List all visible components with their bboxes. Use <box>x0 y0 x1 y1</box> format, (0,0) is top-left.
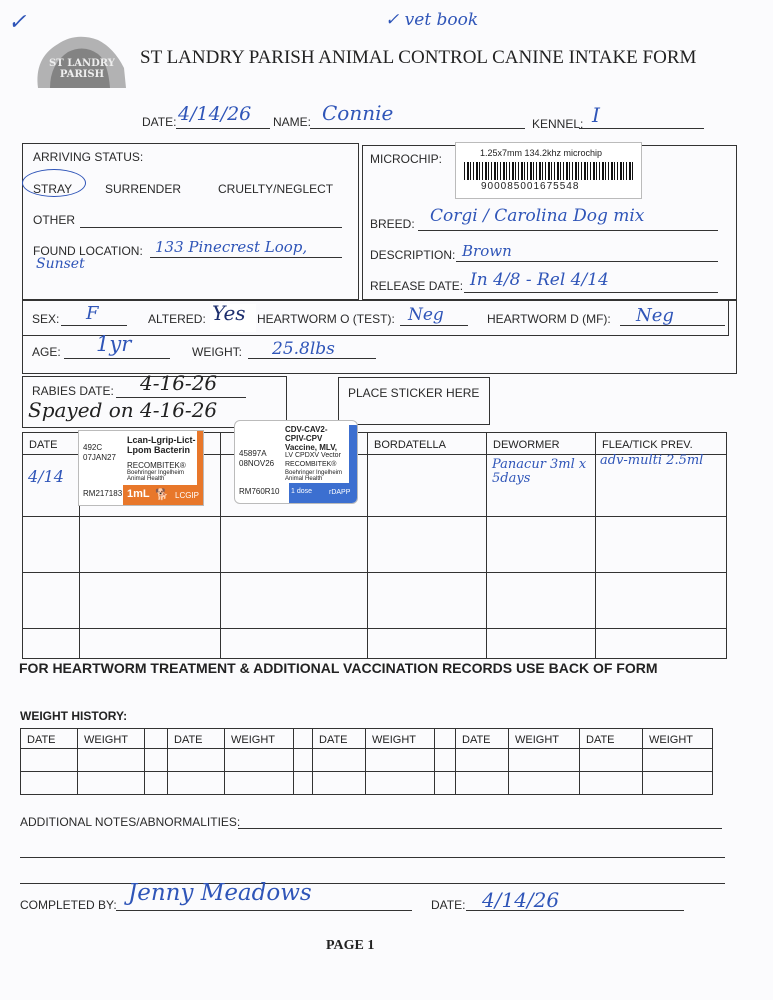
vacc-header-dewormer <box>487 433 596 455</box>
wh-cell[interactable] <box>313 772 366 795</box>
vacc-cell[interactable] <box>368 573 487 629</box>
heartworm-o-value[interactable]: Neg <box>408 305 444 325</box>
kennel-value[interactable]: I <box>592 103 600 127</box>
wh-header-weight <box>225 729 294 749</box>
wh-header-text: DATE <box>27 733 56 746</box>
wh-cell[interactable] <box>509 772 580 795</box>
rabies-date-label: RABIES DATE: <box>32 384 114 398</box>
wh-cell[interactable] <box>145 749 168 772</box>
vacc-row1-dewormer[interactable]: Panacur 3ml x 5days <box>492 457 587 486</box>
status-option-surrender[interactable]: SURRENDER <box>105 182 182 196</box>
description-value[interactable]: Brown <box>462 242 512 260</box>
lepto-sticker-maker: Boehringer Ingelheim Animal Health <box>127 470 185 482</box>
vacc-cell[interactable] <box>221 573 368 629</box>
wh-cell[interactable] <box>168 749 225 772</box>
lepto-sticker-dose: 1mL <box>127 488 150 500</box>
wh-cell[interactable] <box>435 749 456 772</box>
heartworm-o-line <box>400 325 468 326</box>
dapp-sticker-side-band <box>349 425 357 483</box>
breed-value[interactable]: Corgi / Carolina Dog mix <box>430 206 645 226</box>
vacc-header-dewormer-text: DEWORMER <box>493 438 560 451</box>
notes-line-2 <box>20 857 725 858</box>
vacc-cell[interactable] <box>23 629 80 659</box>
wh-header-date <box>580 729 643 749</box>
wh-header-text: WEIGHT <box>84 733 128 746</box>
vacc-cell[interactable] <box>221 629 368 659</box>
vacc-cell[interactable] <box>596 573 727 629</box>
vacc-row1-flea[interactable]: adv-multi 2.5ml <box>600 453 704 468</box>
wh-header-gap <box>145 729 168 749</box>
dapp-sticker-serial: RM760R10 <box>239 487 280 496</box>
parish-logo <box>28 28 138 92</box>
sex-value[interactable]: F <box>86 303 99 324</box>
lepto-sticker-line2: Lpom Bacterin <box>127 445 191 455</box>
place-sticker-label: PLACE STICKER HERE <box>348 386 480 400</box>
found-location-value-1[interactable]: 133 Pinecrest Loop, <box>155 238 308 256</box>
margin-check-mark: ✓ <box>8 10 27 35</box>
wh-header-weight <box>366 729 435 749</box>
heartworm-o-label: HEARTWORM O (TEST): <box>257 312 395 326</box>
vacc-cell[interactable] <box>487 573 596 629</box>
wh-header-gap <box>435 729 456 749</box>
vacc-cell[interactable] <box>368 517 487 573</box>
dapp-vaccine-sticker <box>234 420 358 504</box>
completed-by-label: COMPLETED BY: <box>20 898 117 912</box>
completed-by-line <box>116 910 412 911</box>
wh-header-gap <box>294 729 313 749</box>
vacc-cell[interactable] <box>23 573 80 629</box>
description-line <box>456 261 718 262</box>
wh-cell[interactable] <box>435 772 456 795</box>
dog-icon: 🐕 <box>155 489 169 501</box>
other-line <box>80 227 342 228</box>
breed-line <box>418 230 718 231</box>
vacc-header-flea <box>596 433 727 455</box>
wh-cell[interactable] <box>366 772 435 795</box>
dapp-sticker-exp: 08NOV26 <box>239 459 275 468</box>
heartworm-d-label: HEARTWORM D (MF): <box>487 312 611 326</box>
dapp-sticker-line3: Vaccine, MLV, <box>285 443 338 452</box>
dapp-sticker-dose: 1 dose <box>291 488 313 495</box>
wh-header-text: WEIGHT <box>515 733 559 746</box>
place-sticker-box <box>338 377 490 425</box>
found-location-line <box>150 257 342 258</box>
date-line <box>176 128 270 129</box>
age-value[interactable]: 1yr <box>96 332 132 356</box>
vet-book-note: ✓ vet book <box>385 10 479 30</box>
name-value[interactable]: Connie <box>322 101 394 125</box>
back-of-form-notice: FOR HEARTWORM TREATMENT & ADDITIONAL VACCINATION RECORDS USE BACK OF FORM <box>19 660 658 676</box>
wh-header-text: WEIGHT <box>231 733 275 746</box>
wh-cell[interactable] <box>643 772 713 795</box>
wh-header-date <box>313 729 366 749</box>
vacc-cell[interactable] <box>23 517 80 573</box>
wh-header-weight <box>509 729 580 749</box>
table-row <box>23 517 727 573</box>
spay-note[interactable]: Spayed on 4-16-26 <box>28 398 218 422</box>
microchip-label: MICROCHIP: <box>370 152 442 166</box>
lepto-sticker-exp: 07JAN27 <box>83 453 116 462</box>
completed-date-value[interactable]: 4/14/26 <box>482 888 560 912</box>
microchip-number: 900085001675548 <box>481 181 580 192</box>
vacc-header-date-text: DATE <box>29 438 58 451</box>
release-date-label: RELEASE DATE: <box>370 279 464 293</box>
microchip-sticker <box>455 142 642 199</box>
found-location-value-2[interactable]: Sunset <box>36 256 85 272</box>
wh-header-weight <box>78 729 145 749</box>
wh-header-text: DATE <box>174 733 203 746</box>
dapp-sticker-code: rDAPP <box>329 489 351 496</box>
vacc-header-bordatella-text: BORDATELLA <box>374 438 446 451</box>
wh-cell[interactable] <box>225 772 294 795</box>
weight-label: WEIGHT: <box>192 345 242 359</box>
altered-value[interactable]: Yes <box>212 301 246 325</box>
lepto-sticker-lot: 492C <box>83 443 103 452</box>
found-location-label: FOUND LOCATION: <box>33 244 143 258</box>
release-date-line <box>464 292 718 293</box>
dapp-sticker-line1: CDV-CAV2- <box>285 425 328 434</box>
vacc-cell[interactable] <box>487 517 596 573</box>
date-value[interactable]: 4/14/26 <box>178 103 252 125</box>
vacc-cell[interactable] <box>80 573 221 629</box>
wh-header-date <box>21 729 78 749</box>
age-line <box>64 358 170 359</box>
table-row <box>23 573 727 629</box>
kennel-line <box>579 128 704 129</box>
vacc-cell[interactable] <box>368 455 487 517</box>
vacc-row1-date[interactable]: 4/14 <box>28 467 64 486</box>
heartworm-d-value[interactable]: Neg <box>636 305 674 326</box>
lepto-vaccine-sticker <box>78 430 204 506</box>
wh-cell[interactable] <box>168 772 225 795</box>
page-number: PAGE 1 <box>326 938 375 953</box>
breed-label: BREED: <box>370 217 415 231</box>
weight-history-title: WEIGHT HISTORY: <box>20 709 128 723</box>
vacc-header-bordatella <box>368 433 487 455</box>
vacc-cell[interactable] <box>487 629 596 659</box>
vacc-header-flea-text: FLEA/TICK PREV. <box>602 438 693 451</box>
wh-header-weight <box>643 729 713 749</box>
vacc-cell[interactable] <box>596 517 727 573</box>
vacc-cell[interactable] <box>368 629 487 659</box>
wh-cell[interactable] <box>78 772 145 795</box>
vacc-cell[interactable] <box>221 517 368 573</box>
dapp-sticker-line4: LV CPDXV Vector <box>285 452 341 459</box>
wh-cell[interactable] <box>313 749 366 772</box>
wh-cell[interactable] <box>145 772 168 795</box>
description-label: DESCRIPTION: <box>370 248 456 262</box>
form-title: ST LANDRY PARISH ANIMAL CONTROL CANINE INTAKE FORM <box>140 47 697 68</box>
dapp-sticker-line2: CPIV-CPV <box>285 434 323 443</box>
microchip-sticker-text: 1.25x7mm 134.2khz microchip <box>480 148 603 158</box>
wh-cell[interactable] <box>78 749 145 772</box>
weight-value[interactable]: 25.8lbs <box>272 339 335 359</box>
wh-header-date <box>456 729 509 749</box>
wh-cell[interactable] <box>366 749 435 772</box>
lepto-sticker-serial: RM217183 <box>83 489 123 498</box>
lepto-sticker-line1: Lcan-Lgrip-Lict- <box>127 435 196 445</box>
release-date-value[interactable]: In 4/8 - Rel 4/14 <box>470 270 609 290</box>
altered-label: ALTERED: <box>148 312 206 326</box>
kennel-label: KENNEL: <box>532 117 584 131</box>
wh-cell[interactable] <box>456 749 509 772</box>
name-label: NAME: <box>273 115 312 129</box>
wh-cell[interactable] <box>580 772 643 795</box>
notes-label: ADDITIONAL NOTES/ABNORMALITIES: <box>20 815 241 829</box>
arriving-status-title: ARRIVING STATUS: <box>33 150 144 164</box>
age-label: AGE: <box>32 345 61 359</box>
wh-header-date <box>168 729 225 749</box>
wh-header-text: DATE <box>319 733 348 746</box>
vacc-cell[interactable] <box>80 517 221 573</box>
lepto-sticker-side-band <box>197 431 203 485</box>
vacc-header-date <box>23 433 80 455</box>
name-line <box>310 128 525 129</box>
table-row <box>23 629 727 659</box>
wh-cell[interactable] <box>643 749 713 772</box>
sex-line <box>61 325 127 326</box>
wh-cell[interactable] <box>294 749 313 772</box>
microchip-barcode <box>464 162 634 180</box>
date-label: DATE: <box>142 115 177 129</box>
wh-cell[interactable] <box>456 772 509 795</box>
vacc-cell[interactable] <box>596 629 727 659</box>
lepto-sticker-brand: RECOMBITEK® <box>127 461 186 470</box>
lepto-sticker-code: LCGIP <box>175 491 200 500</box>
vacc-cell[interactable] <box>80 629 221 659</box>
wh-cell[interactable] <box>21 749 78 772</box>
table-row <box>21 772 713 795</box>
wh-cell[interactable] <box>21 772 78 795</box>
wh-header-text: WEIGHT <box>372 733 416 746</box>
notes-line-1 <box>238 828 722 829</box>
dapp-sticker-maker: Boehringer Ingelheim Animal Health <box>285 470 343 482</box>
status-option-stray[interactable]: STRAY <box>33 182 73 196</box>
wh-cell[interactable] <box>509 749 580 772</box>
other-label: OTHER <box>33 213 75 227</box>
wh-header-text: DATE <box>462 733 491 746</box>
table-row <box>21 749 713 772</box>
wh-cell[interactable] <box>294 772 313 795</box>
wh-cell[interactable] <box>225 749 294 772</box>
logo-text: ST LANDRY PARISH <box>49 58 115 80</box>
rabies-date-value[interactable]: 4-16-26 <box>140 371 218 395</box>
notes-line-3 <box>20 883 725 884</box>
wh-header-text: DATE <box>586 733 615 746</box>
completed-date-label: DATE: <box>431 898 466 912</box>
dapp-sticker-lot: 45897A <box>239 449 267 458</box>
wh-cell[interactable] <box>580 749 643 772</box>
wh-header-text: WEIGHT <box>649 733 693 746</box>
status-option-cruelty[interactable]: CRUELTY/NEGLECT <box>218 182 334 196</box>
dapp-sticker-brand: RECOMBITEK® <box>285 461 337 468</box>
weight-history-table <box>20 728 713 795</box>
sex-label: SEX: <box>32 312 60 326</box>
completed-by-signature[interactable]: Jenny Meadows <box>128 880 312 906</box>
